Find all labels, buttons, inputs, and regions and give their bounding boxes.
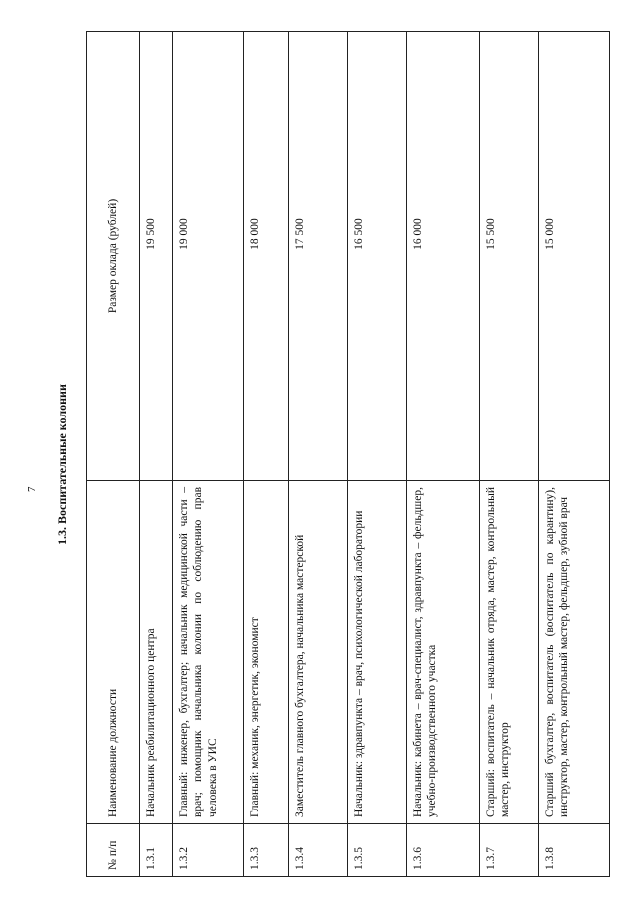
row-salary — [348, 32, 407, 481]
header-num: № п/п — [87, 824, 140, 877]
row-number: 1.3.6 — [407, 824, 480, 877]
row-salary — [539, 32, 610, 481]
row-position: Главный: инженер, бухгалтер; начальник медицинской части – врач; помощник начальника колонии по соблюдению прав человека в УИС — [173, 481, 244, 824]
row-number: 1.3.2 — [173, 824, 244, 877]
salary-value: 16 500 — [353, 218, 365, 250]
salary-value: 18 000 — [249, 218, 261, 250]
page-number: 7 — [26, 486, 38, 492]
row-position: Начальник реабилитационного центра — [140, 481, 173, 824]
table-row — [289, 32, 348, 877]
row-position: Старший: воспитатель – начальник отряда, мастер, контрольный мастер, инструктор — [480, 481, 539, 824]
section-title: 1.3. Воспитательные колонии — [55, 384, 69, 545]
table-row — [539, 32, 610, 877]
row-number: 1.3.4 — [289, 824, 348, 877]
header-position: Наименование должности — [87, 481, 140, 824]
row-number: 1.3.1 — [140, 824, 173, 877]
salary-value: 15 500 — [485, 218, 497, 250]
row-salary — [407, 32, 480, 481]
row-salary — [289, 32, 348, 481]
salary-value: 17 500 — [294, 218, 306, 250]
salary-value: 15 000 — [544, 218, 556, 250]
salary-value: 19 000 — [178, 218, 190, 250]
row-position: Начальник: кабинета – врач-специалист, здравпункта – фельдшер, учебно-производственного участка — [407, 481, 480, 824]
table-row — [140, 32, 173, 877]
row-number: 1.3.3 — [244, 824, 289, 877]
row-number: 1.3.8 — [539, 824, 610, 877]
table-row — [480, 32, 539, 877]
salary-value: 19 500 — [145, 218, 157, 250]
table-row — [173, 32, 244, 877]
row-salary — [244, 32, 289, 481]
row-position: Заместитель главного бухгалтера, начальника мастерской — [289, 481, 348, 824]
table-header-row — [87, 32, 140, 877]
row-salary — [480, 32, 539, 481]
salary-table — [86, 31, 610, 877]
table-row — [244, 32, 289, 877]
row-salary — [173, 32, 244, 481]
row-position: Главный: механик, энергетик, экономист — [244, 481, 289, 824]
header-salary: Размер оклада (рублей) — [87, 32, 140, 481]
table-row — [348, 32, 407, 877]
row-position: Начальник: здравпункта – врач, психологической лаборатории — [348, 481, 407, 824]
row-number: 1.3.7 — [480, 824, 539, 877]
table-row — [407, 32, 480, 877]
row-position: Старший бухгалтер, воспитатель (воспитатель по карантину), инструктор, мастер, контрольный мастер, фельдшер, зубной врач — [539, 481, 610, 824]
row-number: 1.3.5 — [348, 824, 407, 877]
row-salary — [140, 32, 173, 481]
salary-value: 16 000 — [412, 218, 424, 250]
